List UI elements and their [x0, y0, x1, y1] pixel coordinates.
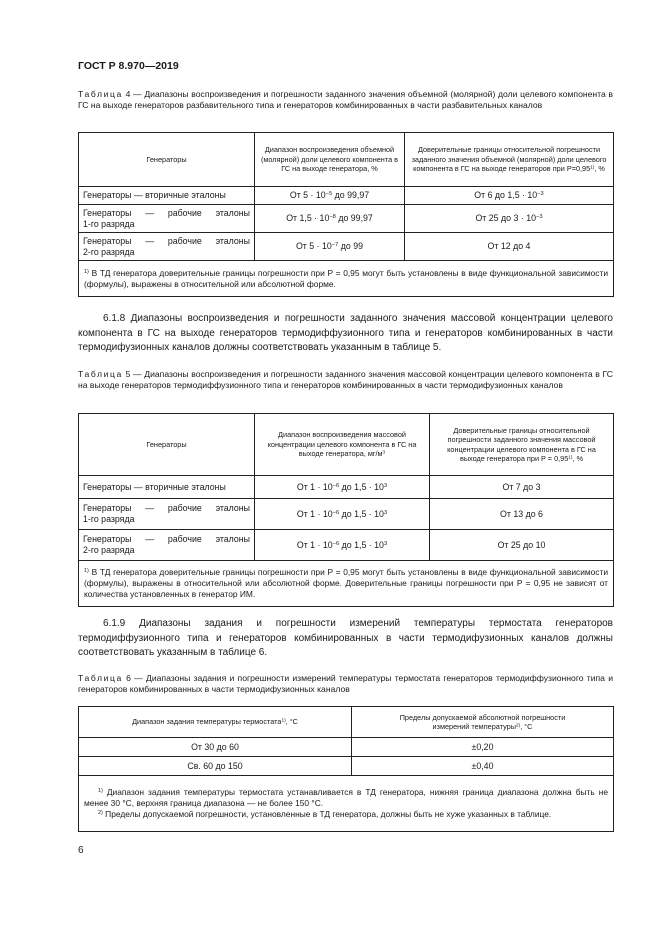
cell-range: От $5 \cdot 10^{-5}$ до 99,97 — [255, 187, 405, 205]
table-6 — [78, 706, 614, 832]
cell-range: От $1 \cdot 10^{-6}$ до $1,5 \cdot 10^3$ — [255, 499, 430, 530]
table5-caption-text: 5 — Диапазоны воспроизведения и погрешности заданного значения массовой концентрации целевого компонента в ГС на выходе генераторов термодиффузионного типа и генераторов комбинированных в части термодифузионных каналов — [78, 369, 613, 390]
cell-range: От $1 \cdot 10^{-6}$ до $1,5 \cdot 10^3$ — [255, 476, 430, 499]
col-header-temperature-error: Пределы допускаемой абсолютной погрешности измерений температуры$^{2)}$, °С — [352, 707, 614, 738]
cell-temperature-error: ±0,20 — [352, 738, 614, 757]
table-header-row — [79, 707, 614, 738]
table-row — [79, 499, 614, 530]
table-row — [79, 233, 614, 261]
table-label: Таблица — [78, 369, 123, 379]
cell-generator: Генераторы — вторичные эталоны — [79, 187, 255, 205]
col-header-range: Диапазон воспроизведения массовой концентрации целевого компонента в ГС на выходе генератора, $мг/м^3$ — [255, 414, 430, 476]
table5-footnote: $^{1)}$ В ТД генератора доверительные границы погрешности при P = 0,95 могут быть установлены в виде функциональной зависимости (формулы), выражены в относительной или абсолютной форме. Доверительные границы погрешности при P = 0,95 не зависят от количества установленных в генератор ИМ. — [79, 561, 614, 607]
cell-error: От 6 до $1,5 \cdot 10^{-3}$ — [405, 187, 614, 205]
table6-caption — [78, 673, 613, 695]
col-header-error: Доверительные границы относительной погрешности заданного значения массовой концентрации целевого компонента в ГС на выходе генератора при $P = 0,95^{1)}$, % — [430, 414, 614, 476]
footnote-row — [79, 776, 614, 832]
paragraph-6-1-9: 6.1.9 Диапазоны задания и погрешности измерений температуры термостата генераторов термодиффузионного типа и генераторов комбинированных в части термодифузионных каналов должны соответствовать указанным в таблице 6. — [78, 618, 613, 658]
cell-error: От 12 до 4 — [405, 233, 614, 261]
col-header-error: Доверительные границы относительной погрешности заданного значения объемной (молярной) доли целевого компонента в ГС на выходе генераторов при $P=0,95^{1)}$, % — [405, 133, 614, 187]
footnote-row — [79, 261, 614, 297]
cell-temperature-range: От 30 до 60 — [79, 738, 352, 757]
cell-temperature-range: Св. 60 до 150 — [79, 757, 352, 776]
table-label: Таблица — [78, 89, 123, 99]
col-header-temperature-range: Диапазон задания температуры термостата$^{1)}$, °С — [79, 707, 352, 738]
cell-range: От $1 \cdot 10^{-6}$ до $1,5 \cdot 10^3$ — [255, 530, 430, 561]
table4-footnote: $^{1)}$ В ТД генератора доверительные границы погрешности при P = 0,95 могут быть установлены в виде функциональной зависимости (формулы), выражены в относительной или абсолютной форме. — [79, 261, 614, 297]
cell-generator: Генераторы — рабочие эталоны 1-го разряда — [79, 499, 255, 530]
table-header-row — [79, 133, 614, 187]
table4-caption — [78, 89, 613, 111]
document-header: ГОСТ Р 8.970—2019 — [78, 60, 179, 72]
cell-generator: Генераторы — рабочие эталоны 2-го разряда — [79, 233, 255, 261]
cell-temperature-error: ±0,40 — [352, 757, 614, 776]
table4-caption-text: 4 — Диапазоны воспроизведения и погрешности заданного значения объемной (молярной) доли целевого компонента в ГС на выходе генераторов разбавительного типа и генераторов комбинированных в части разбавительных каналов — [78, 89, 613, 110]
table-5 — [78, 413, 614, 607]
table-row — [79, 205, 614, 233]
table6-footnotes — [79, 776, 614, 832]
cell-error: От 25 до 10 — [430, 530, 614, 561]
cell-generator: Генераторы — рабочие эталоны 2-го разряда — [79, 530, 255, 561]
table-row — [79, 738, 614, 757]
table-row — [79, 476, 614, 499]
table-label: Таблица — [78, 673, 123, 683]
cell-error: От 7 до 3 — [430, 476, 614, 499]
col-header-range: Диапазон воспроизведения объемной (молярной) доли целевого компонента в ГС на выходе генератора, % — [255, 133, 405, 187]
cell-generator: Генераторы — рабочие эталоны 1-го разряда — [79, 205, 255, 233]
table-header-row — [79, 414, 614, 476]
cell-range: От $1,5 \cdot 10^{-8}$ до 99,97 — [255, 205, 405, 233]
paragraph-6-1-8: 6.1.8 Диапазоны воспроизведения и погрешности заданного значения массовой концентрации целевого компонента в ГС на выходе генераторов термодиффузионного типа и генераторов комбинированных в части термодифузионных каналов должны соответствовать указанным в таблице 5. — [78, 313, 613, 353]
cell-error: От 13 до 6 — [430, 499, 614, 530]
table-row — [79, 187, 614, 205]
table6-footnote-1: $^{1)}$ Диапазон задания температуры термостата устанавливается в ТД генератора, нижняя граница диапазона должна быть не менее 30 °С, верхняя граница диапазона — не более 150 °С. — [84, 787, 608, 808]
table5-caption — [78, 369, 613, 391]
table6-caption-text: 6 — Диапазоны задания и погрешности измерений температуры термостата генераторов термодиффузионного типа и генераторов комбинированных в части термодифузионных каналов — [78, 673, 613, 694]
cell-error: От 25 до $3 \cdot 10^{-3}$ — [405, 205, 614, 233]
cell-range: От $5 \cdot 10^{-7}$ до 99 — [255, 233, 405, 261]
table6-footnote-2: $^{2)}$ Пределы допускаемой погрешности, установленные в ТД генератора, должны быть не хуже указанных в таблице. — [98, 809, 552, 819]
footnote-row — [79, 561, 614, 607]
col-header-generators: Генераторы — [79, 133, 255, 187]
col-header-generators: Генераторы — [79, 414, 255, 476]
page-number: 6 — [78, 845, 84, 856]
table-row — [79, 757, 614, 776]
table-row — [79, 530, 614, 561]
cell-generator: Генераторы — вторичные эталоны — [79, 476, 255, 499]
table-4 — [78, 132, 614, 297]
